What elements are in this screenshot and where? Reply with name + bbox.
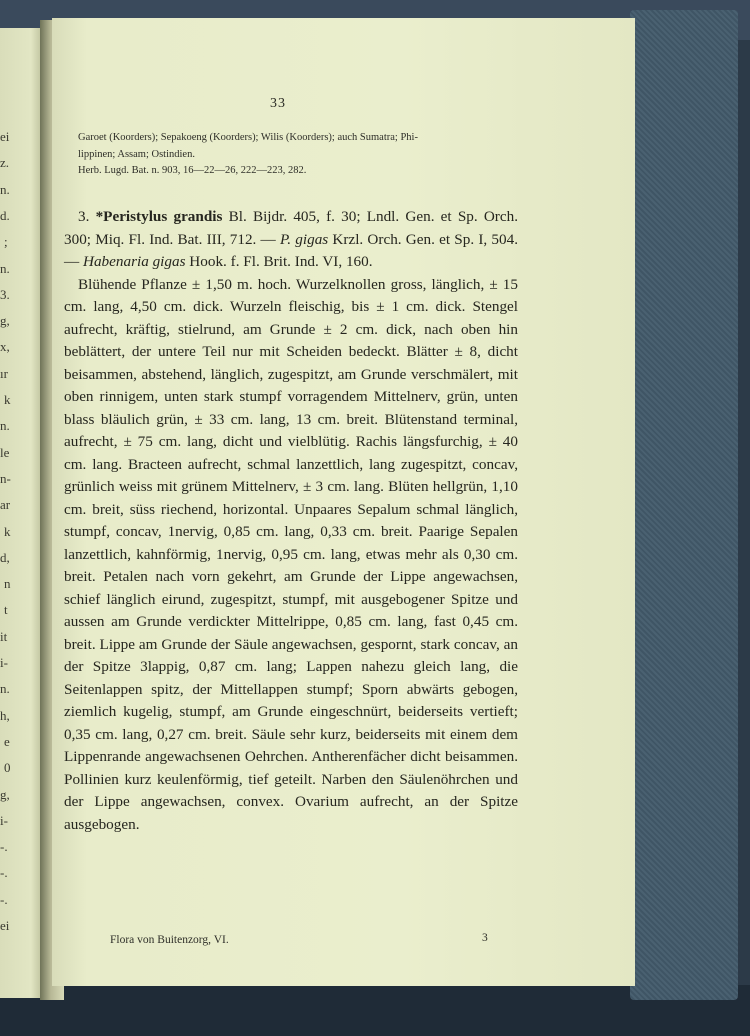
margin-fragment: -.	[0, 891, 8, 907]
margin-fragment: d,	[0, 549, 10, 565]
margin-fragment: n-	[0, 470, 11, 486]
margin-fragment: it	[0, 628, 8, 644]
margin-fragment: ei	[0, 129, 10, 144]
margin-fragment: 3.	[0, 286, 10, 302]
header-line: Herb. Lugd. Bat. n. 903, 16—22—26, 222—223, 282.	[78, 165, 307, 176]
left-page-margin-fragments	[0, 0, 44, 1036]
margin-fragment: -.	[0, 839, 8, 855]
margin-fragment: i-	[0, 655, 8, 670]
reference-text: Hook. f. Fl. Brit. Ind. VI, 160.	[185, 253, 373, 270]
margin-fragment: ır	[0, 365, 8, 381]
species-entry	[64, 206, 518, 274]
main-text	[64, 206, 518, 836]
footer-signature: Flora von Buitenzorg, VI.	[110, 934, 229, 946]
margin-fragment: 0	[4, 760, 11, 776]
species-description: Blühende Pflanze ± 1,50 m. hoch. Wurzelknollen gross, länglich, ± 15 cm. lang, 4,50 cm. dick. Wurzeln fleischig, bis ± 1 cm. dick. Stengel aufrecht, kräftig, stielrund, am Grunde ± 2 cm. dick, nach oben hin beblättert, der untere Teil nur mit Scheiden bedeckt. Blätter ± 8, dicht beisammen, abstehend, länglich, zugespitzt, am Grunde verschmälert, mit oben rinnigem, unten stark stumpf vorragendem Mittelnerv, grün, unten blass bläulich grün, ± 33 cm. lang, 13 cm. breit. Blütenstand terminal, aufrecht, ± 75 cm. lang, dicht und vielblütig. Rachis längsfurchig, ± 40 cm. lang. Bracteen aufrecht, schmal lanzettlich, lang zugespitzt, concav, grünlich weiss mit grünem Mittelnerv, ± 3 cm. lang. Blüten hellgrün, 1,10 cm. breit, süss riechend, horizontal. Unpaares Sepalum schmal länglich, stumpf, concav, 1nervig, 0,85 cm. lang, 0,33 cm. breit. Paarige Sepalen lanzettlich, kahnförmig, 1nervig, 0,95 cm. lang, etwas mehr als 0,30 cm. breit. Petalen nach vorn gekehrt, am Grunde der Lippe angewachsen, schief länglich eirund, zugespitzt, stumpf, mit ausgebogener Spitze und aussen am Grunde verdickter Mittelrippe, 0,85 cm. lang, fast 0,45 cm. breit. Lippe am Grunde der Säule angewachsen, gespornt, stark concav, an der Spitze 3lappig, 0,87 cm. lang; Lappen nahezu gleich lang, die Seitenlappen spitz, der Mittellappen stumpf; Sporn abwärts gebogen, ziemlich kugelig, stumpf, am Grunde eingeschnürt, beiderseits vertieft; 0,35 cm. lang, 0,27 cm. breit. Säule sehr kurz, beiderseits mit einem dem Lippenrande angewachsenen Oehrchen. Antherenfächer dicht beisammen. Pollinien kurz keulenförmig, tief geteilt. Narben den Säulenöhrchen und der Lippe angewachsen, convex. Ovarium aufrecht, an der Spitze ausgebogen.	[64, 275, 518, 833]
synonym: P. gigas	[279, 230, 329, 248]
margin-fragment: k	[4, 523, 11, 539]
margin-fragment: x,	[0, 339, 10, 355]
margin-fragment: e	[4, 733, 10, 749]
reference-text: Bl. Bijdr. 405, f. 30; Lndl. Gen. et Sp. Orch. 300; Miq. Fl. Ind. Bat. III, 712. —	[64, 208, 518, 248]
synonym: Habenaria gigas	[82, 253, 186, 270]
header-line: lippinen; Assam; Ostindien.	[78, 149, 195, 160]
margin-fragment: n	[4, 576, 11, 592]
margin-fragment: n.	[0, 681, 10, 697]
page-number: 33	[270, 96, 286, 111]
book-cover	[630, 10, 738, 1000]
reference-text: Krzl. Orch. Gen. et Sp. I, 504. —	[64, 230, 518, 270]
entry-number: 3.	[78, 208, 90, 225]
margin-fragment: le	[0, 444, 10, 460]
margin-fragment: n.	[0, 260, 10, 276]
margin-fragment: k	[4, 392, 11, 407]
footer-signature-number: 3	[482, 932, 488, 944]
margin-fragment: t	[4, 602, 8, 618]
margin-fragment: g,	[0, 786, 10, 802]
margin-fragment: d.	[0, 207, 10, 223]
margin-fragment: -.	[0, 865, 8, 881]
species-name: *Peristylus grandis	[95, 208, 223, 225]
margin-fragment: g,	[0, 313, 10, 329]
margin-fragment: z.	[0, 155, 10, 171]
margin-fragment: ;	[4, 234, 8, 250]
margin-fragment: ei	[0, 918, 10, 933]
header-line: Garoet (Koorders); Sepakoeng (Koorders); Wilis (Koorders); auch Sumatra; Phi-	[78, 132, 418, 143]
margin-fragment: h,	[0, 707, 10, 723]
margin-fragment: n.	[0, 181, 10, 197]
margin-fragment: n.	[0, 418, 10, 434]
margin-fragment: i-	[0, 812, 8, 828]
margin-fragment: ar	[0, 497, 11, 513]
